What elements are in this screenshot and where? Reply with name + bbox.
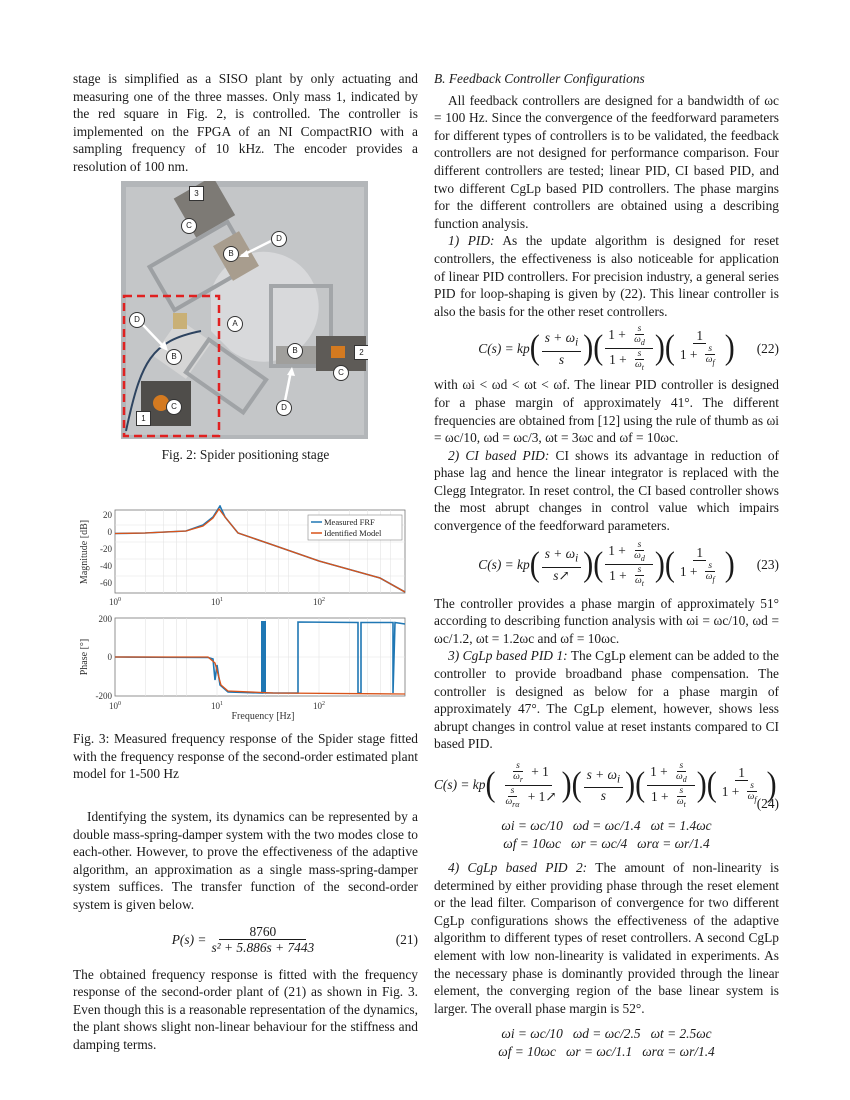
svg-text:-40: -40 <box>100 561 112 571</box>
label-b-right: B <box>287 343 303 359</box>
svg-text:101: $10^1$ <box>211 597 223 607</box>
mass-2-label: 2 <box>354 345 368 360</box>
label-d-left: D <box>129 312 145 328</box>
svg-text:100: $10^0$ <box>109 701 121 711</box>
cglp2-heading: 4) CgLp based PID 2: <box>448 860 588 875</box>
equation-22: C(s) = kp ( $\frac{s + \omega_i}{s}$ ) ( 1 + $\frac{s}{\omega_d}$ 1 + $\frac{s}{\omega_t}$ ) ( 1 1 + $\frac{s}{\omega_f}$ ) (22) <box>478 323 779 372</box>
svg-text:200: 200 <box>98 614 112 624</box>
eq22-number: (22) <box>756 340 779 356</box>
param: ωr = ωc/1.1 <box>565 1044 633 1060</box>
fig3-caption-block <box>73 730 418 783</box>
spider-stage-photo <box>121 181 368 439</box>
eq24-params <box>434 817 779 853</box>
paragraph-intro: stage is simplified as a SISO plant by only actuating and measuring one of the three masses. Only mass 1, indicated by the red square in Fig. 2, is controlled. The controller is implemented on the FPGA of an NI CompactRIO with a sampling frequency of 10 kHz. The encoder provides a resolution of 100 nm. <box>73 71 418 174</box>
svg-text:100: $10^0$ <box>109 597 121 607</box>
param: ωrα = ωr/1.4 <box>642 1044 715 1060</box>
label-c-left: C <box>166 399 182 415</box>
label-a: A <box>227 316 243 332</box>
param: ωi = ωc/10 <box>501 1026 563 1042</box>
cglp2-text: The amount of non-linearity is determined by either providing phase through the reset element or the lead filter. Comparison of convergence for two different CgLp configurations shows the effectiveness of the adaptive algorithm to different types of reset controllers. A second CgLp element with low non-linearity is validated in experiments. As the necessary phase is dominantly provided through the linear element, the converging region of the base linear system is larger. The overall phase margin is 52°. <box>434 860 779 1016</box>
eq22-lhs: C(s) = kp <box>478 340 530 356</box>
mass-1-label: 1 <box>136 411 151 426</box>
eq23-lhs: C(s) = kp <box>478 556 530 572</box>
paragraph-bandwidth: All feedback controllers are designed for a bandwidth of ωc = 100 Hz. Since the convergence of the feedforward parameters for different types of controllers is to be validated, the feedback controllers are not designed for performance comparison. Four different controllers are tested; linear PID, CI based PID, and two different CgLp based PID controllers. The phase margins for the different controllers are obtained using a describing function analysis. <box>434 92 779 231</box>
param: ωi = ωc/10 <box>501 818 563 833</box>
left-column <box>73 70 418 176</box>
svg-text:Frequency [Hz]: Frequency [Hz] <box>231 711 295 722</box>
svg-text:Identified Model: Identified Model <box>324 528 382 538</box>
paragraph-identification: Identifying the system, its dynamics can be represented by a double mass-spring-damper system with the two modes close to each-other. However, to prove the effectiveness of the adaptive algorithm, an approximation as a single mass-spring-damper system suffices. The transfer function of the second-order system is given below. <box>73 809 418 912</box>
pid-heading: 1) PID: <box>448 233 495 249</box>
magnitude-plot <box>79 506 405 607</box>
eq21-number: (21) <box>395 931 418 947</box>
svg-text:102: $10^2$ <box>313 597 325 607</box>
label-d-top: D <box>271 231 287 247</box>
svg-text:-20: -20 <box>100 544 112 554</box>
svg-text:0: 0 <box>107 527 112 537</box>
param: ωf = 10ωc <box>503 836 561 851</box>
svg-text:102: $10^2$ <box>313 701 325 711</box>
svg-text:Measured FRF: Measured FRF <box>324 517 375 527</box>
cglp1-text: The CgLp element can be added to the controller to provide broadband phase compensation. The controller is designed as below for a phase margin of approximately 47°. The CgLp element, however, shows less abrupt changes in control value at reset instants compared to CI based PID. <box>434 648 779 752</box>
pid-after: with ωi < ωd < ωt < ωf. The linear PID controller is designed for a phase margin of approximately 41°. The different frequencies are obtained from [12] using the rule of thumb as ωi = ωc/10, ωd = ωc/3, ωt = 3ωc and ωf = 10ωc. <box>434 377 779 446</box>
svg-text:Magnitude [dB]: Magnitude [dB] <box>79 519 90 585</box>
param: ωf = 10ωc <box>498 1044 556 1060</box>
photo-illustration <box>121 181 368 439</box>
eq21-fraction <box>208 924 317 955</box>
equation-24: C(s) = kp ( $\frac{s}{\omega_r}$ + 1 $\frac{s}{\omega_{r\alpha}}$ + 1↗ ) ( $\frac{s + \omega_i}{s}$ ) ( 1 + $\frac{s}{\omega_d}$ 1 + $\frac{s}{\omega_t}$ ) ( 1 1 + $\frac{s}{\omega_f}$ ) (24) <box>434 760 779 811</box>
svg-text:Phase [°]: Phase [°] <box>79 638 90 676</box>
ci-heading: 2) CI based PID: <box>448 447 550 463</box>
eq21-denominator: s² + 5.886s + 7443 <box>211 940 315 956</box>
label-d-bottom: D <box>276 400 292 416</box>
param: ωd = ωc/2.5 <box>572 1026 641 1042</box>
param: ωrα = ωr/1.4 <box>637 836 710 851</box>
cglp1-heading: 3) CgLp based PID 1: <box>448 648 568 664</box>
eq21-lhs: P(s) = <box>171 931 207 947</box>
param: ωr = ωc/4 <box>570 836 628 851</box>
fig3-caption: Fig. 3: Measured frequency response of the Spider stage fitted with the frequency response of the second-order estimated plant model for 1-500 Hz <box>73 731 418 782</box>
bode-plot <box>73 505 413 730</box>
equation-23: C(s) = kp ( $\frac{s + \omega_i}{s↗}$ ) ( 1 + $\frac{s}{\omega_d}$ 1 + $\frac{s}{\omega_t}$ ) ( 1 1 + $\frac{s}{\omega_f}$ ) (23) <box>478 540 779 589</box>
right-column <box>434 70 779 1061</box>
param: ωt = 2.5ωc <box>650 1026 712 1042</box>
param: ωd = ωc/1.4 <box>572 818 641 833</box>
svg-text:20: 20 <box>103 510 112 520</box>
svg-text:0: 0 <box>107 652 112 662</box>
paragraph-fit: The obtained frequency response is fitted with the frequency response of the second-order plant of (21) as shown in Fig. 3. Even though this is a reasonable representation of the dynamics, the plant shows slight non-linear behaviour for the stiffness and damping terms. <box>73 966 418 1052</box>
eq23-number: (23) <box>756 556 779 572</box>
equation-21 <box>73 920 418 960</box>
eq24-number: (24) <box>756 796 779 811</box>
label-b-left: B <box>166 349 182 365</box>
eq21-numerator: 8760 <box>219 924 306 940</box>
phase-plot <box>79 614 405 722</box>
cglp2-params <box>434 1025 779 1061</box>
left-body <box>73 808 418 1054</box>
svg-text:101: $10^1$ <box>211 701 223 711</box>
label-c-top: C <box>181 218 197 234</box>
param: ωt = 1.4ωc <box>650 818 712 833</box>
label-c-right: C <box>333 365 349 381</box>
eq24-lhs: C(s) = kp <box>434 777 486 793</box>
svg-text:-60: -60 <box>100 578 112 588</box>
ci-text: CI shows its advantage in reduction of phase lag and hence the linear integrator is replaced with the Clegg Integrator. In reset control, the CI based controller shows the most abrupt changes in control value which impairs convergence of the feedforward parameters. <box>434 447 779 534</box>
mass-3-label: 3 <box>189 186 204 201</box>
svg-text:-200: -200 <box>95 691 112 701</box>
label-b-top: B <box>223 246 239 262</box>
fig2-caption: Fig. 2: Spider positioning stage <box>161 447 330 462</box>
pid-text: As the update algorithm is designed for reset controllers, the effectiveness is also noticeable for application of linear PID controllers. For precision industry, a general series PID for loop-shaping is given by (22). This linear controller is also the basis for the other reset controllers. <box>434 233 779 319</box>
section-heading: B. Feedback Controller Configurations <box>434 71 645 86</box>
ci-after: The controller provides a phase margin of approximately 51° according to describing function analysis with ωi = ωc/10, ωd = ωc/1.2, ωt = 1.2ωc and ωf = 10ωc. <box>434 595 779 646</box>
